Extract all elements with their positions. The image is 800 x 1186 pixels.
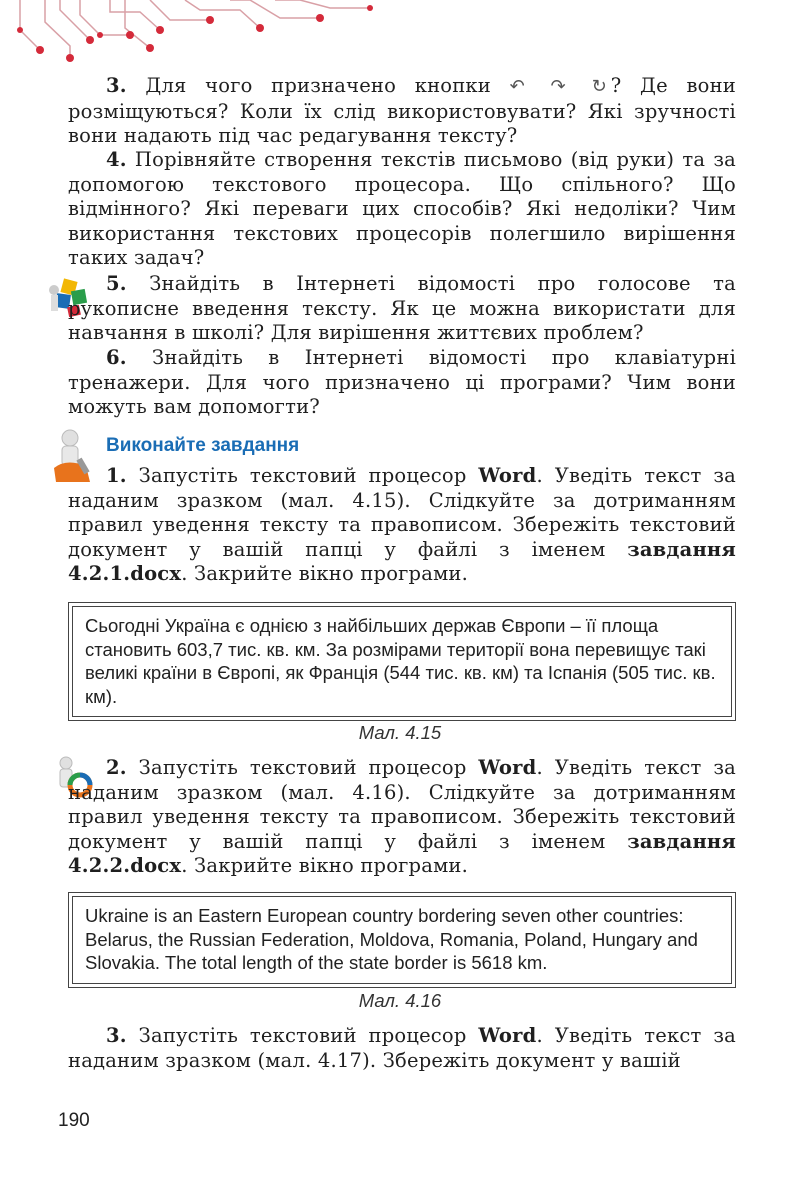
question-4 <box>68 148 736 271</box>
question-text: ? Де вони розміщуються? Коли їх слід використовувати? Які зручності вони надають під час редагування тексту? <box>68 74 736 147</box>
task-1 <box>68 464 736 587</box>
question-number: 4. <box>106 148 127 171</box>
task-number: 1. <box>106 464 127 487</box>
undo-redo-repeat-icon: ↶ ↷ ↻ <box>509 76 611 97</box>
task-text: Запустіть текстовий процесор <box>138 756 479 779</box>
question-number: 5. <box>106 272 127 295</box>
question-number: 3. <box>106 74 127 97</box>
program-name: Word <box>478 756 537 779</box>
task-text: . Закрийте вікно програми. <box>181 562 469 585</box>
task-3 <box>68 1024 736 1073</box>
task-text: Запустіть текстовий процесор <box>138 464 479 487</box>
section-title: Виконайте завдання <box>106 435 300 456</box>
circuit-decoration <box>0 0 380 62</box>
file-name: завдання 4.2.2.docx <box>68 829 736 877</box>
task-text: Запустіть текстовий процесор <box>138 1024 479 1047</box>
task-text: . Уведіть текст за наданим зразком (мал. 4.17). Збережіть документ у вашій <box>68 1024 736 1072</box>
task-2 <box>68 756 736 879</box>
question-text: Знайдіть в Інтернеті відомості про клавіатурні тренажери. Для чого призначено ці програми? Чим вони можуть вам допомогти? <box>68 346 737 418</box>
task-text: . Закрийте вікно програми. <box>181 854 469 877</box>
question-text: Знайдіть в Інтернеті відомості про голосове та рукописне введення тексту. Як це можна використати для навчання в школі? Для вирішення життєвих проблем? <box>68 272 736 344</box>
figure-sample-text-box <box>68 602 736 721</box>
question-number: 6. <box>106 346 127 369</box>
file-name: завдання 4.2.1.docx <box>68 537 736 585</box>
question-text: Для чого призначено кнопки <box>145 74 510 97</box>
question-text: Порівняйте створення текстів письмово (від руки) та за допомогою текстового процесора. Що спільного? Що відмінного? Які переваги цих способів? Які недоліки? Чим використання текстових процесорів полегшило вирішення таких задач? <box>68 148 736 269</box>
task-number: 2. <box>106 756 127 779</box>
page-number: 190 <box>58 1110 90 1131</box>
question-3 <box>68 74 736 149</box>
figure-sample-text: Ukraine is an Eastern European country bordering seven other countries: Belarus, the Russian Federation, Moldova, Romania, Poland, Hungary and Slovakia. The total length of the state border is 5618 km. <box>72 896 732 984</box>
task-text: . Уведіть текст за наданим зразком (мал. 4.15). Слідкуйте за дотриманням правил уведення тексту та правописом. Збережіть текстовий документ у вашій папці у файлі з іменем <box>68 464 736 561</box>
figure-sample-text: Сьогодні Україна є однією з найбільших держав Європи – її площа становить 603,7 тис. кв. км. За розмірами території вона перевищує такі великі країни в Європі, як Франція (544 тис. кв. км) та Іспанія (505 тис. кв. км). <box>72 606 732 717</box>
question-6 <box>68 346 736 420</box>
question-5 <box>68 272 736 346</box>
program-name: Word <box>478 464 537 487</box>
program-name: Word <box>478 1024 537 1047</box>
figure-caption: Мал. 4.15 <box>358 722 442 743</box>
task-number: 3. <box>106 1024 127 1047</box>
figure-caption: Мал. 4.16 <box>358 990 442 1011</box>
figure-sample-text-box <box>68 892 736 988</box>
task-text: . Уведіть текст за наданим зразком (мал. 4.16). Слідкуйте за дотриманням правил уведення тексту та правописом. Збережіть текстовий документ у вашій папці у файлі з іменем <box>68 756 736 853</box>
